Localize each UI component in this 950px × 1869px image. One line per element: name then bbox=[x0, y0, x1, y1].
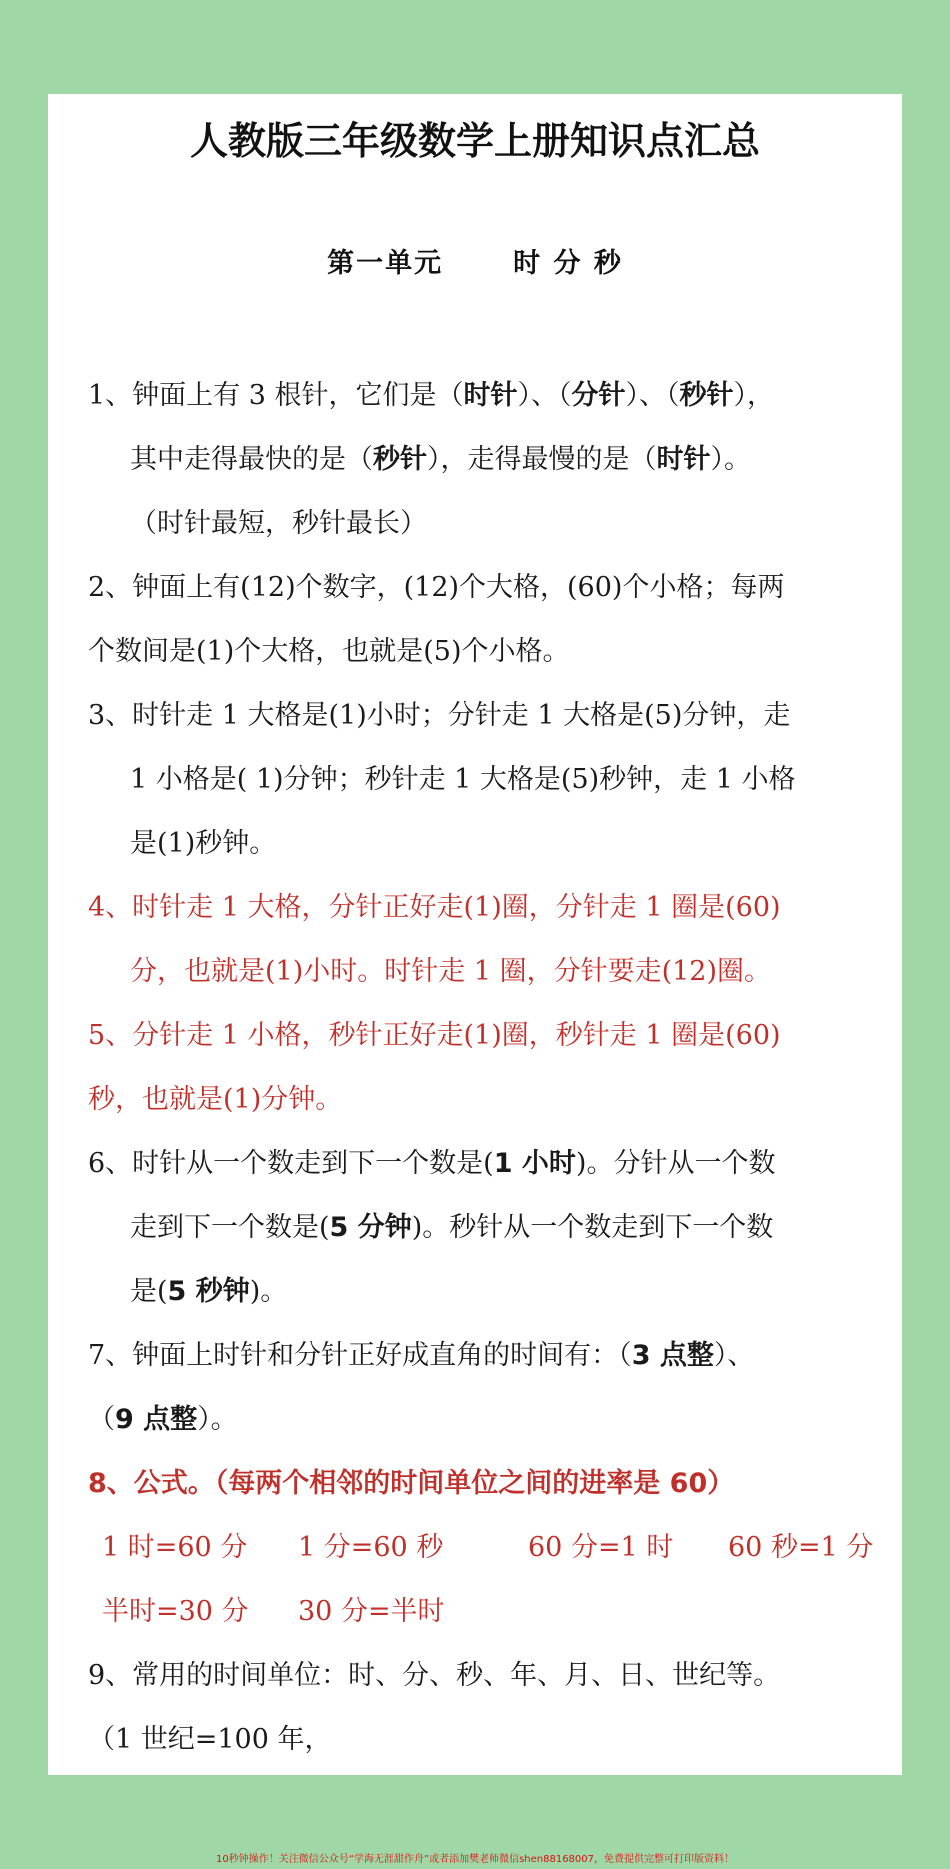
page-title: 人教版三年级数学上册知识点汇总 bbox=[189, 119, 760, 163]
unit-name: 时 分 秒 bbox=[513, 248, 623, 279]
item-1-note: （时针最短，秒针最长） bbox=[130, 508, 427, 539]
formula-2: 1 分=60 秒 bbox=[298, 1532, 444, 1563]
item-7-line-1: 7、钟面上时针和分针正好成直角的时间有：（3 点整）、 bbox=[88, 1340, 755, 1371]
footer-note: 10秒钟操作！关注微信公众号“学海无涯甜作舟”或者添加樊老师微信shen88168007，免费提供完整可打印版资料！ bbox=[215, 1854, 735, 1865]
formula-3: 60 分=1 时 bbox=[528, 1532, 674, 1563]
item-9-line-1: 9、常用的时间单位：时、分、秒、年、月、日、世纪等。 bbox=[88, 1660, 781, 1691]
item-2-line-1: 2、钟面上有(12)个数字，(12)个大格，(60)个小格；每两 bbox=[88, 572, 785, 603]
item-5-line-1: 5、分针走 1 小格，秒针正好走(1)圈，秒针走 1 圈是(60) bbox=[88, 1020, 781, 1051]
item-8-formulas-1 bbox=[88, 1516, 878, 1580]
item-1-line-2: 其中走得最快的是（秒针），走得最慢的是（时针）。 bbox=[130, 444, 751, 475]
content bbox=[88, 364, 878, 1772]
item-3-line-1: 3、时针走 1 大格是(1)小时；分针走 1 大格是(5)分钟，走 bbox=[88, 700, 791, 731]
formula-6: 30 分=半时 bbox=[298, 1596, 445, 1627]
item-2-line-2: 个数间是(1)个大格，也就是(5)个小格。 bbox=[88, 636, 570, 667]
item-6-line-2: 走到下一个数是(5 分钟)。秒针从一个数走到下一个数 bbox=[130, 1212, 774, 1243]
item-3-line-2: 1 小格是( 1)分钟；秒针走 1 大格是(5)秒钟，走 1 小格 bbox=[130, 764, 796, 795]
item-8-heading: 8、公式。（每两个相邻的时间单位之间的进率是 60） bbox=[88, 1468, 735, 1499]
document-page bbox=[48, 94, 902, 1775]
item-6-line-3: 是(5 秒钟)。 bbox=[130, 1276, 288, 1307]
item-4-line-2: 分，也就是(1)小时。时针走 1 圈，分针要走(12)圈。 bbox=[130, 956, 772, 987]
item-4-line-1: 4、时针走 1 大格，分针正好走(1)圈，分针走 1 圈是(60) bbox=[88, 892, 781, 923]
item-3-line-3: 是(1)秒钟。 bbox=[130, 828, 277, 859]
formula-5: 半时=30 分 bbox=[102, 1596, 249, 1627]
item-8-formulas-2 bbox=[88, 1580, 878, 1644]
unit-heading bbox=[48, 244, 902, 284]
formula-4: 60 秒=1 分 bbox=[728, 1532, 874, 1563]
item-7-line-2: （9 点整）。 bbox=[88, 1404, 238, 1435]
item-9-line-2: （1 世纪=100 年， bbox=[88, 1724, 332, 1755]
item-1-line-1: 1、钟面上有 3 根针，它们是（时针）、（分针）、（秒针）， bbox=[88, 380, 775, 411]
item-5-line-2: 秒，也就是(1)分钟。 bbox=[88, 1084, 343, 1115]
formula-1: 1 时=60 分 bbox=[102, 1532, 248, 1563]
item-6-line-1: 6、时针从一个数走到下一个数是(1 小时)。分针从一个数 bbox=[88, 1148, 776, 1179]
unit-label: 第一单元 bbox=[327, 248, 444, 279]
